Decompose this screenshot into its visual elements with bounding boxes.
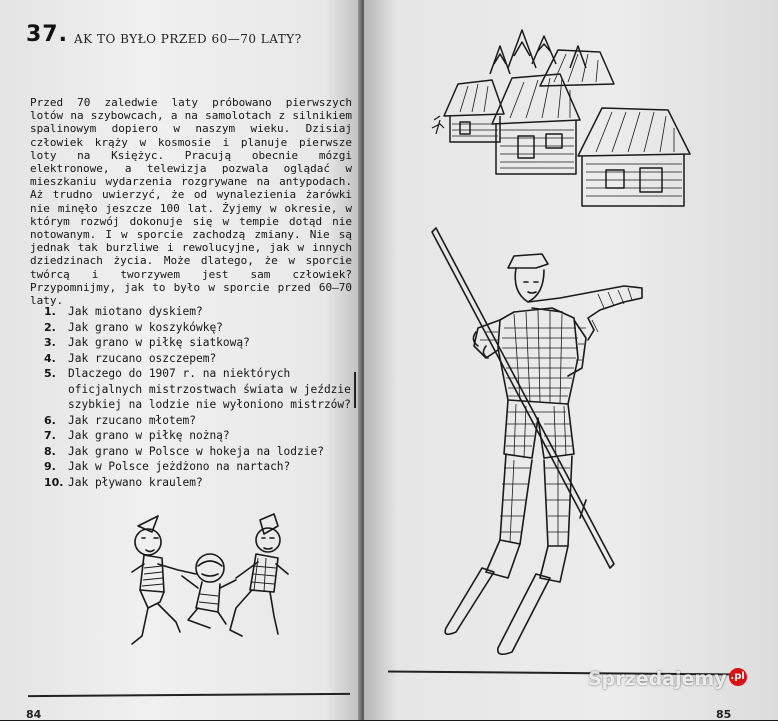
question-item	[44, 366, 360, 413]
wooden-houses-illustration	[430, 24, 694, 208]
question-text: Jak miotano dyskiem?	[68, 305, 203, 318]
watermark-text: Sprzedajemy	[588, 668, 727, 690]
question-text: Jak grano w Polsce w hokeja na lodzie?	[68, 444, 324, 458]
question-list	[44, 304, 360, 490]
question-number: 1.	[44, 305, 56, 318]
question-item	[44, 459, 360, 475]
question-number: 2.	[44, 320, 56, 334]
watermark-badge: .pl	[729, 668, 747, 686]
question-item	[44, 304, 360, 320]
question-number: 8.	[44, 444, 56, 458]
bottom-rule	[28, 693, 350, 697]
question-text: Jak grano w piłkę nożną?	[68, 429, 230, 442]
question-number: 5.	[44, 367, 56, 380]
question-text: Jak grano w piłkę siatkową?	[68, 336, 250, 349]
question-text: Dlaczego do 1907 r. na niektórych oficjalnych mistrzostwach świata w jeździe szybkiej na lodzie nie wyłoniono mistrzów?	[68, 367, 351, 411]
question-text: Jak w Polsce jeżdżono na nartach?	[68, 460, 291, 473]
children-playing-illustration	[118, 512, 298, 662]
intro-paragraph: Przed 70 zaledwie laty próbowano pierwszych lotów na szybowcach, a na samolotach z silnikiem spalinowym dopiero w naszym wieku. Dzisiaj człowiek krąży w kosmosie i planuje pierwsze loty na Księżyc. Pracują obecnie mózgi elektronowe, a telewizja pozwala oglądać w mieszkaniu wydarzenia rozgrywane na antypodach. Aż trudno uwierzyć, że od wynalezienia żarówki nie minęło jeszcze 100 lat. Żyjemy w okresie, w którym rozwój dokonuje się w tempie dotąd nie notowanym. I w sporcie zachodzą zmiany. Nie są jednak tak burzliwe i rewolucyjne, jak w innych dziedzinach życia. Może dlatego, że w sporcie twórcą i tworzywem jest sam człowiek? Przypomnijmy, jak to było w sporcie przed 60—70 laty.	[30, 96, 352, 308]
chapter-number: 37.	[26, 22, 68, 47]
question-text: Jak rzucano młotem?	[68, 413, 196, 427]
question-text: Jak grano w koszykówkę?	[68, 320, 223, 334]
question-number: 6.	[44, 413, 56, 427]
question-number: 3.	[44, 336, 56, 349]
page-number: 85	[716, 708, 732, 721]
question-item	[44, 428, 360, 444]
watermark	[588, 668, 747, 690]
question-item	[44, 320, 360, 336]
question-item	[44, 475, 360, 491]
question-text: Jak rzucano oszczepem?	[68, 351, 217, 365]
question-item	[44, 335, 360, 351]
question-item	[44, 444, 360, 460]
question-number: 10.	[44, 475, 64, 489]
page-number: 84	[26, 708, 42, 721]
question-text: Jak pływano kraulem?	[68, 475, 203, 489]
left-page	[0, 0, 362, 720]
question-number: 4.	[44, 351, 56, 365]
question-number: 7.	[44, 429, 56, 442]
chapter-title: AK TO BYŁO PRZED 60—70 LATY?	[74, 32, 302, 46]
question-number: 9.	[44, 460, 56, 473]
skier-illustration	[428, 228, 658, 660]
question-item	[44, 413, 360, 429]
question-item	[44, 351, 360, 367]
